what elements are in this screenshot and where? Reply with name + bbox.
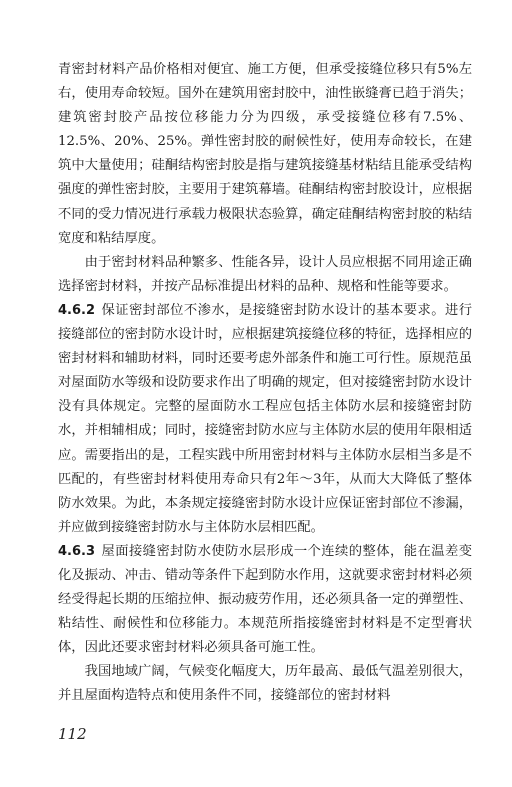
paragraph-5 (58, 660, 472, 708)
page-number: 112 (58, 725, 87, 743)
paragraph-1-text: 青密封材料产品价格相对便宜、施工方便，但承受接缝位移只有5%左右，使用寿命较短。国外在建筑用密封胶中，油性嵌缝膏已趋于消失；建筑密封胶产品按位移能力分为四级，承受接缝位移有7.5%、12.5%、20%、25%。弹性密封胶的耐候性好，使用寿命较长，在建筑中大量使用；硅酮结构密封胶是指与建筑接缝基材粘结且能承受结构强度的弹性密封胶，主要用于建筑幕墙。硅酮结构密封胶设计，应根据不同的受力情况进行承载力极限状态验算，确定硅酮结构密封胶的粘结宽度和粘结厚度。 (58, 62, 472, 246)
section-4-6-2 (58, 299, 472, 540)
section-number: 4.6.3 (58, 543, 96, 559)
paragraph-2 (58, 251, 472, 299)
section-4-6-3-text: 屋面接缝密封防水使防水层形成一个连续的整体，能在温差变化及振动、冲击、错动等条件下起到防水作用，这就要求密封材料必须经受得起长期的压缩拉伸、振动疲劳作用，还必须具备一定的弹塑性、粘结性、耐候性和位移能力。本规范所指接缝密封材料是不定型膏状体，因此还要求密封材料必须具备可施工性。 (58, 543, 472, 656)
section-4-6-3 (58, 540, 472, 660)
section-number: 4.6.2 (58, 302, 96, 318)
paragraph-2-text: 由于密封材料品种繁多、性能各异，设计人员应根据不同用途正确选择密封材料，并按产品标准提出材料的品种、规格和性能等要求。 (58, 254, 472, 294)
section-4-6-2-text: 保证密封部位不渗水，是接缝密封防水设计的基本要求。进行接缝部位的密封防水设计时，应根据建筑接缝位移的特征，选择相应的密封材料和辅助材料，同时还要考虑外部条件和施工可行性。原规范虽对屋面防水等级和设防要求作出了明确的规定，但对接缝密封防水设计没有具体规定。完整的屋面防水工程应包括主体防水层和接缝密封防水，并相辅相成；同时，接缝密封防水应与主体防水层的使用年限相适应。需要指出的是，工程实践中所用密封材料与主体防水层相当多是不匹配的，有些密封材料使用寿命只有2年～3年，从而大大降低了整体防水效果。为此，本条规定接缝密封防水设计应保证密封部位不渗漏，并应做到接缝密封防水与主体防水层相匹配。 (58, 302, 472, 535)
paragraph-5-text: 我国地域广阔，气候变化幅度大，历年最高、最低气温差别很大，并且屋面构造特点和使用条件不同，接缝部位的密封材料 (58, 664, 472, 704)
paragraph-1 (58, 58, 472, 251)
page-body (58, 58, 472, 709)
